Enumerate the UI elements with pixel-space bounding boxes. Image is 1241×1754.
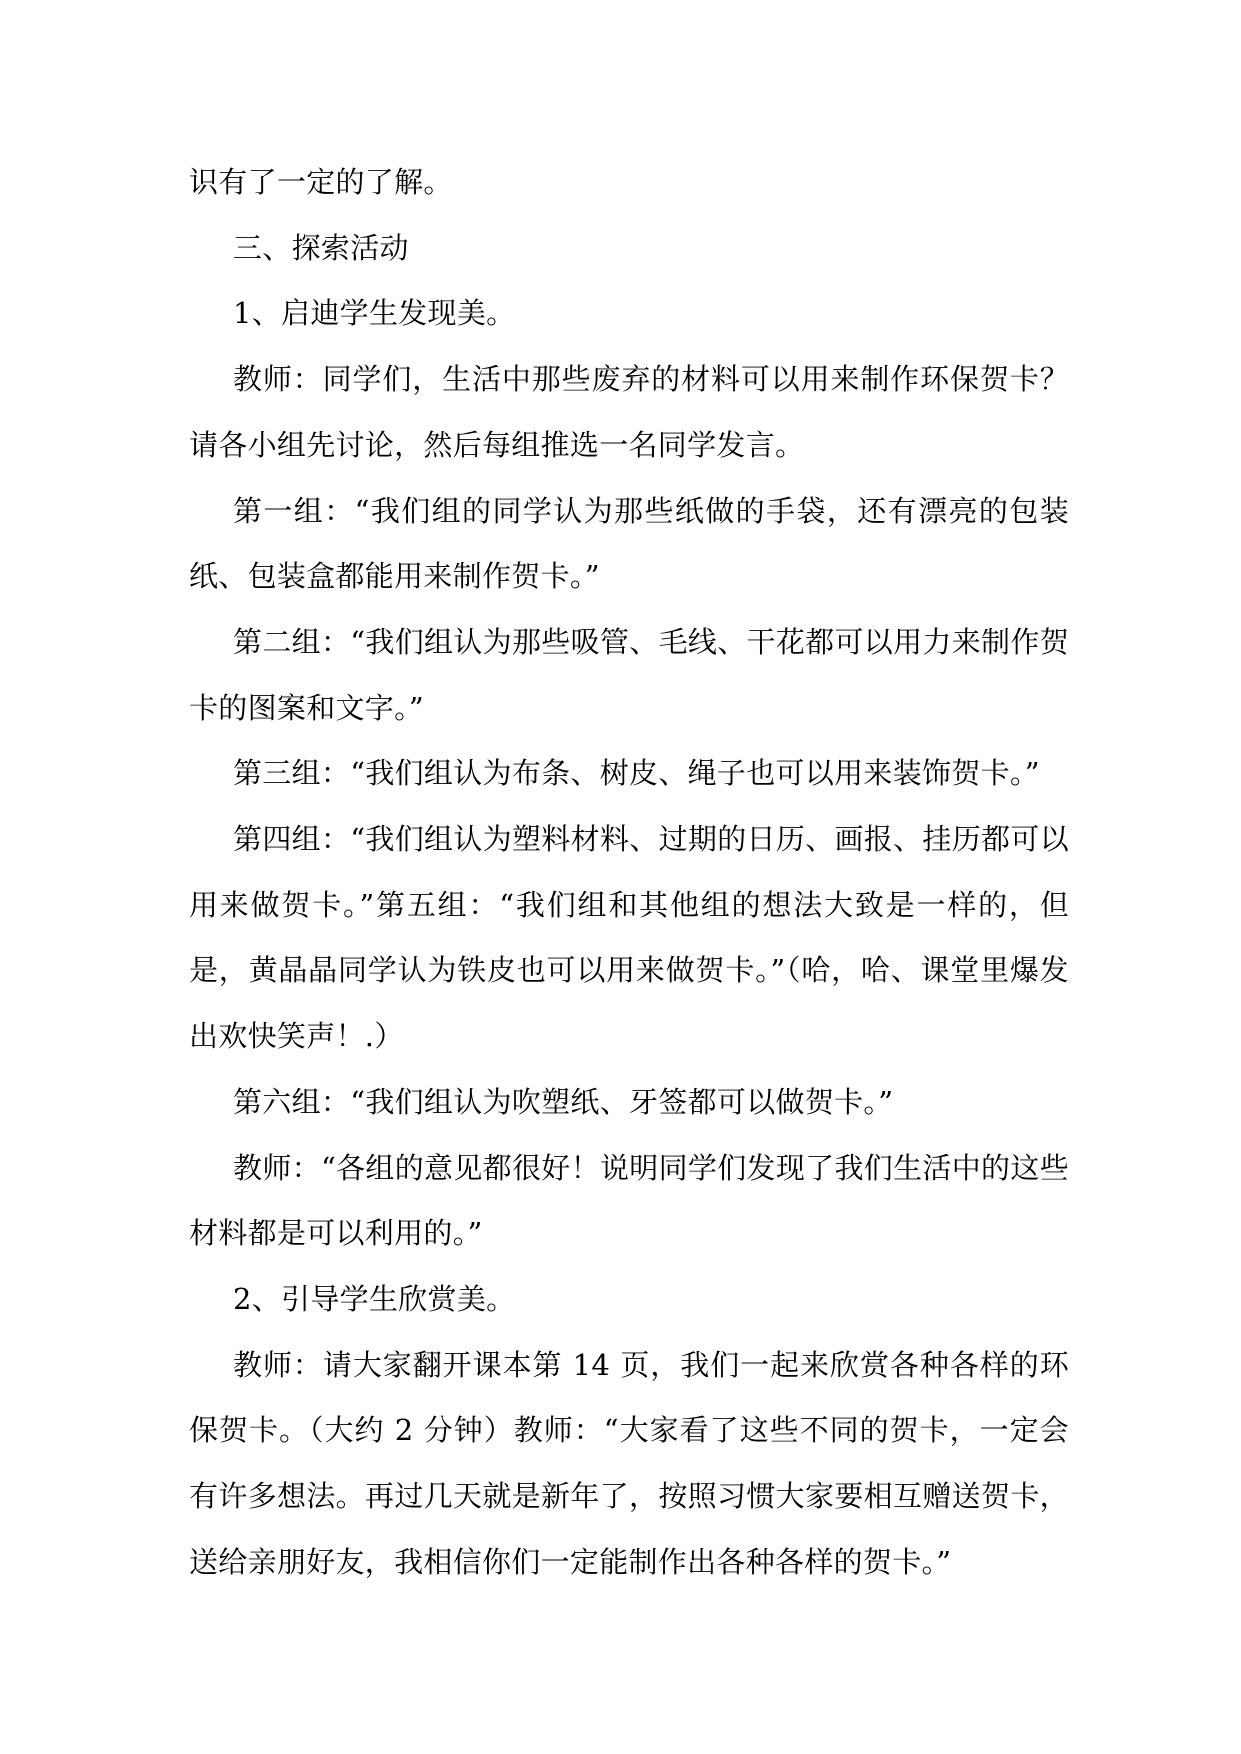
paragraph-teacher-textbook: 教师：请大家翻开课本第 14 页，我们一起来欣赏各种各样的环保贺卡。（大约 2 分钟）教师：“大家看了这些不同的贺卡，一定会有许多想法。再过几天就是新年了，按照习惯大家要相互赠送贺卡，送给亲朋好友，我相信你们一定能制作出各种各样的贺卡。” xyxy=(189,1347,1069,1579)
paragraph-group-3: 第三组：“我们组认为布条、树皮、绳子也可以用来装饰贺卡。” xyxy=(233,756,1040,791)
paragraph-group-6: 第六组：“我们组认为吹塑纸、牙签都可以做贺卡。” xyxy=(233,1084,894,1119)
section-heading-explore: 三、探索活动 xyxy=(233,230,409,265)
paragraph-group-4-5: 第四组：“我们组认为塑料材料、过期的日历、画报、挂历都可以用来做贺卡。”第五组：“我们组和其他组的想法大致是一样的，但是，黄晶晶同学认为铁皮也可以用来做贺卡。”（哈，哈、课堂里爆发出欢快笑声！.） xyxy=(189,822,1069,1054)
paragraph-teacher-summary: 教师：“各组的意见都很好！说明同学们发现了我们生活中的这些材料都是可以利用的。” xyxy=(189,1150,1069,1251)
paragraph-group-1: 第一组：“我们组的同学认为那些纸做的手袋，还有漂亮的包装纸、包装盒都能用来制作贺卡。” xyxy=(189,493,1069,594)
subheading-discover-beauty: 1、启迪学生发现美。 xyxy=(233,296,516,331)
paragraph-teacher-question: 教师：同学们，生活中那些废弃的材料可以用来制作环保贺卡？请各小组先讨论，然后每组推选一名同学发言。 xyxy=(189,362,1069,462)
subheading-appreciate-beauty: 2、引导学生欣赏美。 xyxy=(233,1281,516,1316)
paragraph-group-2: 第二组：“我们组认为那些吸管、毛线、干花都可以用力来制作贺卡的图案和文字。” xyxy=(189,624,1069,725)
paragraph-1: 识有了一定的了解。 xyxy=(189,165,453,199)
document-body xyxy=(189,150,1069,1595)
